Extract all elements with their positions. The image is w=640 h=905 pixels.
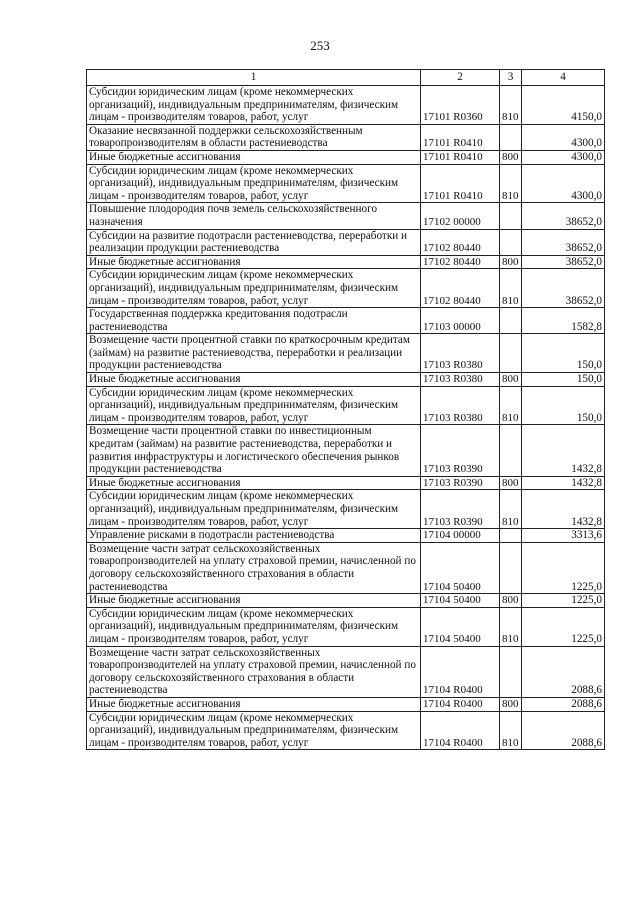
row-code-cell: 17104 R0400 <box>421 711 500 750</box>
table-row <box>87 646 605 697</box>
row-code-cell: 17103 R0380 <box>421 386 500 425</box>
row-vr-cell: 800 <box>500 594 522 608</box>
row-code-cell: 17102 80440 <box>421 229 500 255</box>
table-row <box>87 697 605 711</box>
row-code-cell: 17102 80440 <box>421 255 500 269</box>
row-name-cell: Иные бюджетные ассигнования <box>87 255 421 269</box>
row-vr-cell <box>500 229 522 255</box>
row-vr-cell: 810 <box>500 386 522 425</box>
table-row <box>87 164 605 203</box>
row-name-cell: Иные бюджетные ассигнования <box>87 697 421 711</box>
row-name-cell: Возмещение части процентной ставки по инвестиционным кредитам (займам) на развитие растениеводства, переработки и развития инфраструктуры и логистического обеспечения рынков продукции растениеводства <box>87 425 421 476</box>
row-amount-cell: 1582,8 <box>522 308 605 334</box>
row-vr-cell: 800 <box>500 697 522 711</box>
row-vr-cell <box>500 308 522 334</box>
row-name-cell: Субсидии юридическим лицам (кроме некоммерческих организаций), индивидуальным предпринимателям, физическим лицам - производителям товаров, работ, услуг <box>87 386 421 425</box>
table-row <box>87 490 605 529</box>
row-name-cell: Иные бюджетные ассигнования <box>87 476 421 490</box>
row-amount-cell: 4300,0 <box>522 164 605 203</box>
row-code-cell: 17102 80440 <box>421 269 500 308</box>
page-number: 253 <box>310 38 330 53</box>
row-amount-cell: 38652,0 <box>522 269 605 308</box>
row-name-cell: Субсидии юридическим лицам (кроме некоммерческих организаций), индивидуальным предпринимателям, физическим лицам - производителям товаров, работ, услуг <box>87 86 421 125</box>
row-code-cell: 17102 00000 <box>421 203 500 229</box>
row-vr-cell: 810 <box>500 711 522 750</box>
row-name-cell: Иные бюджетные ассигнования <box>87 150 421 164</box>
row-name-cell: Субсидии юридическим лицам (кроме некоммерческих организаций), индивидуальным предпринимателям, физическим лицам - производителям товаров, работ, услуг <box>87 607 421 646</box>
row-name-cell: Возмещение части процентной ставки по краткосрочным кредитам (займам) на развитие растениеводства, переработки и реализации продукции растениеводства <box>87 334 421 373</box>
row-vr-cell: 810 <box>500 164 522 203</box>
row-amount-cell: 4300,0 <box>522 150 605 164</box>
table-row <box>87 334 605 373</box>
row-amount-cell: 1225,0 <box>522 607 605 646</box>
row-name-cell: Иные бюджетные ассигнования <box>87 373 421 387</box>
row-amount-cell: 38652,0 <box>522 255 605 269</box>
row-code-cell: 17104 R0400 <box>421 646 500 697</box>
row-vr-cell: 800 <box>500 476 522 490</box>
row-vr-cell: 800 <box>500 255 522 269</box>
row-amount-cell: 4300,0 <box>522 124 605 150</box>
row-name-cell: Повышение плодородия почв земель сельскохозяйственного назначения <box>87 203 421 229</box>
row-name-cell: Оказание несвязанной поддержки сельскохозяйственным товаропроизводителям в области растениеводства <box>87 124 421 150</box>
row-amount-cell: 3313,6 <box>522 529 605 543</box>
row-name-cell: Субсидии юридическим лицам (кроме некоммерческих организаций), индивидуальным предпринимателям, физическим лицам - производителям товаров, работ, услуг <box>87 711 421 750</box>
table-row <box>87 607 605 646</box>
row-amount-cell: 150,0 <box>522 334 605 373</box>
row-amount-cell: 2088,6 <box>522 646 605 697</box>
row-amount-cell: 1432,8 <box>522 490 605 529</box>
row-name-cell: Иные бюджетные ассигнования <box>87 594 421 608</box>
table-row <box>87 425 605 476</box>
table-row <box>87 529 605 543</box>
table-header-row <box>87 70 605 86</box>
row-amount-cell: 38652,0 <box>522 203 605 229</box>
row-code-cell: 17103 R0380 <box>421 373 500 387</box>
row-vr-cell <box>500 203 522 229</box>
table-row <box>87 150 605 164</box>
row-vr-cell: 800 <box>500 373 522 387</box>
row-code-cell: 17103 R0390 <box>421 425 500 476</box>
row-vr-cell: 810 <box>500 607 522 646</box>
row-code-cell: 17104 R0400 <box>421 697 500 711</box>
budget-table <box>86 69 605 750</box>
row-vr-cell: 800 <box>500 150 522 164</box>
row-amount-cell: 4150,0 <box>522 86 605 125</box>
table-row <box>87 86 605 125</box>
row-code-cell: 17101 R0410 <box>421 164 500 203</box>
row-vr-cell: 810 <box>500 86 522 125</box>
row-vr-cell <box>500 542 522 593</box>
table-row <box>87 308 605 334</box>
column-header-vr: 3 <box>500 70 522 86</box>
row-amount-cell: 38652,0 <box>522 229 605 255</box>
row-code-cell: 17104 50400 <box>421 542 500 593</box>
row-name-cell: Субсидии юридическим лицам (кроме некоммерческих организаций), индивидуальным предпринимателям, физическим лицам - производителям товаров, работ, услуг <box>87 490 421 529</box>
row-name-cell: Субсидии на развитие подотрасли растениеводства, переработки и реализации продукции растениеводства <box>87 229 421 255</box>
row-code-cell: 17101 R0410 <box>421 124 500 150</box>
row-vr-cell: 810 <box>500 490 522 529</box>
row-name-cell: Возмещение части затрат сельскохозяйственных товаропроизводителей на уплату страховой премии, начисленной по договору сельскохозяйственного страхования в области растениеводства <box>87 646 421 697</box>
row-code-cell: 17103 R0380 <box>421 334 500 373</box>
row-amount-cell: 150,0 <box>522 373 605 387</box>
row-amount-cell: 1225,0 <box>522 542 605 593</box>
table-row <box>87 711 605 750</box>
table-row <box>87 373 605 387</box>
table-row <box>87 229 605 255</box>
row-code-cell: 17104 00000 <box>421 529 500 543</box>
table-row <box>87 255 605 269</box>
row-name-cell: Субсидии юридическим лицам (кроме некоммерческих организаций), индивидуальным предпринимателям, физическим лицам - производителям товаров, работ, услуг <box>87 164 421 203</box>
row-amount-cell: 2088,6 <box>522 697 605 711</box>
table-row <box>87 542 605 593</box>
table-row <box>87 269 605 308</box>
row-amount-cell: 2088,6 <box>522 711 605 750</box>
row-name-cell: Возмещение части затрат сельскохозяйственных товаропроизводителей на уплату страховой премии, начисленной по договору сельскохозяйственного страхования в области растениеводства <box>87 542 421 593</box>
column-header-code: 2 <box>421 70 500 86</box>
table-row <box>87 203 605 229</box>
row-code-cell: 17103 R0390 <box>421 490 500 529</box>
row-name-cell: Субсидии юридическим лицам (кроме некоммерческих организаций), индивидуальным предпринимателям, физическим лицам - производителям товаров, работ, услуг <box>87 269 421 308</box>
row-code-cell: 17103 R0390 <box>421 476 500 490</box>
table-row <box>87 476 605 490</box>
row-name-cell: Государственная поддержка кредитования подотрасли растениеводства <box>87 308 421 334</box>
row-vr-cell <box>500 646 522 697</box>
row-code-cell: 17104 50400 <box>421 594 500 608</box>
row-code-cell: 17101 R0360 <box>421 86 500 125</box>
row-code-cell: 17104 50400 <box>421 607 500 646</box>
row-vr-cell <box>500 529 522 543</box>
table-row <box>87 386 605 425</box>
row-name-cell: Управление рисками в подотрасли растениеводства <box>87 529 421 543</box>
row-code-cell: 17101 R0410 <box>421 150 500 164</box>
row-amount-cell: 1432,8 <box>522 425 605 476</box>
column-header-amount: 4 <box>522 70 605 86</box>
row-vr-cell <box>500 334 522 373</box>
row-amount-cell: 1225,0 <box>522 594 605 608</box>
row-vr-cell: 810 <box>500 269 522 308</box>
table-row <box>87 594 605 608</box>
column-header-name: 1 <box>87 70 421 86</box>
row-code-cell: 17103 00000 <box>421 308 500 334</box>
table-row <box>87 124 605 150</box>
row-vr-cell <box>500 425 522 476</box>
row-amount-cell: 150,0 <box>522 386 605 425</box>
row-vr-cell <box>500 124 522 150</box>
row-amount-cell: 1432,8 <box>522 476 605 490</box>
